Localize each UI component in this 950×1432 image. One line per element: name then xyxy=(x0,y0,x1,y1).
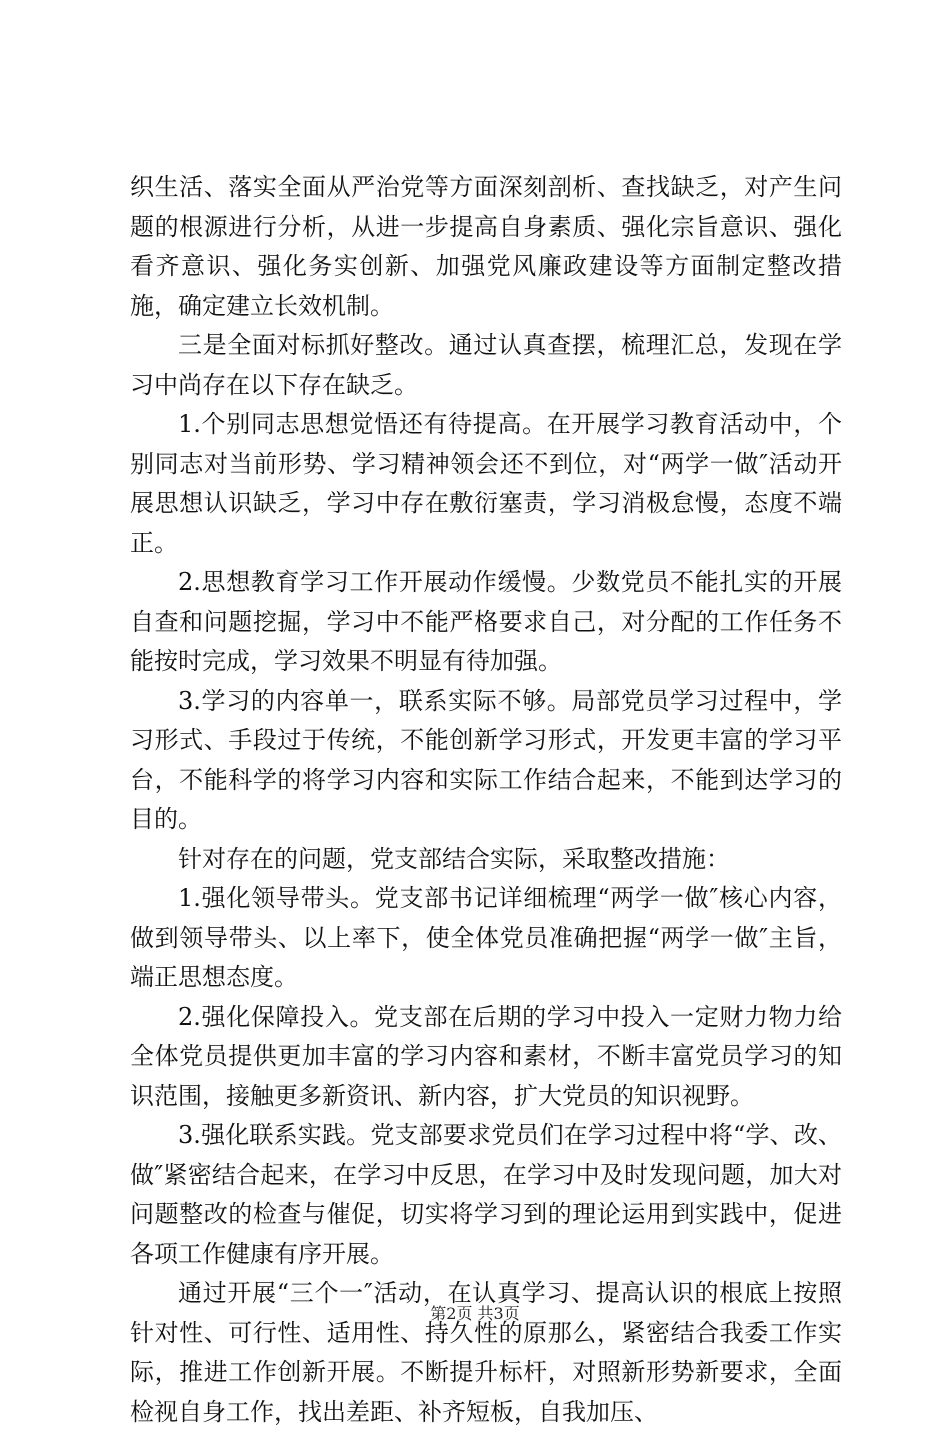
paragraph: 2.思想教育学习工作开展动作缓慢。少数党员不能扎实的开展自查和问题挖掘，学习中不能严格要求自己，对分配的工作任务不能按时完成，学习效果不明显有待加强。 xyxy=(130,568,842,675)
paragraph: 3.学习的内容单一，联系实际不够。局部党员学习过程中，学习形式、手段过于传统，不能创新学习形式，开发更丰富的学习平台，不能科学的将学习内容和实际工作结合起来，不能到达学习的目的。 xyxy=(130,686,842,833)
paragraph: 1.个别同志思想觉悟还有待提高。在开展学习教育活动中，个别同志对当前形势、学习精神领会还不到位，对“两学一做″活动开展思想认识缺乏，学习中存在敷衍塞责，学习消极怠慢，态度不端正。 xyxy=(130,410,842,557)
page-footer: 第2页 共3页 xyxy=(430,1304,520,1323)
paragraph: 针对存在的问题，党支部结合实际，采取整改措施： xyxy=(178,844,730,873)
paragraph: 三是全面对标抓好整改。通过认真查摆，梳理汇总，发现在学习中尚存在以下存在缺乏。 xyxy=(130,331,842,399)
paragraph: 2.强化保障投入。党支部在后期的学习中投入一定财力物力给全体党员提供更加丰富的学习内容和素材，不断丰富党员学习的知识范围，接触更多新资讯、新内容，扩大党员的知识视野。 xyxy=(130,1002,842,1110)
paragraph: 通过开展“三个一″活动，在认真学习、提高认识的根底上按照针对性、可行性、适用性、持久性的原那么，紧密结合我委工作实际，推进工作创新开展。不断提升标杆，对照新形势新要求，全面检视自身工作，找出差距、补齐短板，自我加压、 xyxy=(130,1279,842,1426)
paragraph: 织生活、落实全面从严治党等方面深刻剖析、查找缺乏，对产生问题的根源进行分析，从进一步提高自身素质、强化宗旨意识、强化看齐意识、强化务实创新、加强党风廉政建设等方面制定整改措施，确定建立长效机制。 xyxy=(130,173,842,320)
paragraph: 3.强化联系实践。党支部要求党员们在学习过程中将“学、改、做″紧密结合起来，在学习中反思，在学习中及时发现问题，加大对问题整改的检查与催促，切实将学习到的理论运用到实践中，促进各项工作健康有序开展。 xyxy=(130,1121,842,1268)
document-body xyxy=(130,168,842,1432)
paragraph: 1.强化领导带头。党支部书记详细梳理“两学一做″核心内容，做到领导带头、以上率下，使全体党员准确把握“两学一做″主旨，端正思想态度。 xyxy=(130,884,842,991)
